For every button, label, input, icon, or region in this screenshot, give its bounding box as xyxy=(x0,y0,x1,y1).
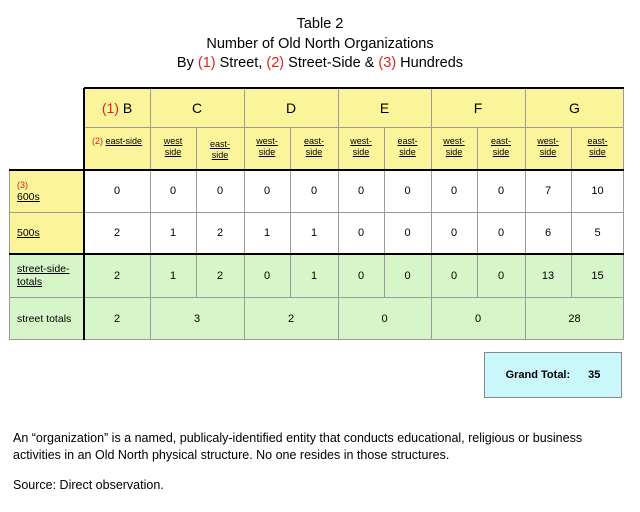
street-total-b: 2 xyxy=(113,312,121,325)
table-cell: 0 xyxy=(404,227,411,239)
table-cell: 0 xyxy=(450,227,458,239)
side-header-d-east: east-side xyxy=(303,136,324,157)
table-cell: 0 xyxy=(310,185,318,197)
street-header-f: F xyxy=(473,99,483,116)
street-total-d: 2 xyxy=(287,312,295,325)
street-header-c: C xyxy=(191,99,203,116)
street-total-f: 0 xyxy=(474,312,482,325)
table-cell: 0 xyxy=(357,185,365,197)
row-label-street-totals: street totals xyxy=(17,313,72,325)
side-header-f-west: west-side xyxy=(443,136,465,157)
table-cell: 5 xyxy=(594,227,601,239)
street-total-c: 3 xyxy=(193,312,201,325)
table-cell: 10 xyxy=(591,185,604,197)
table-cell: 13 xyxy=(541,269,555,282)
table-cell: 1 xyxy=(310,269,318,282)
table-cell: 0 xyxy=(263,269,271,282)
table-cell: 1 xyxy=(169,227,177,239)
side-header-g-west: west-side xyxy=(537,136,559,157)
table-cell: 0 xyxy=(113,185,121,197)
table-subtitle: By (1) Street, (2) Street-Side & (3) Hundreds xyxy=(176,55,464,71)
table-cell: 1 xyxy=(169,269,177,282)
table-cell: 2 xyxy=(113,269,121,282)
table-cell: 0 xyxy=(497,185,505,197)
table-title: Number of Old North Organizations xyxy=(206,36,434,52)
side-header-c-west: west side xyxy=(163,136,183,157)
street-total-g: 28 xyxy=(568,312,581,325)
table-number: Table 2 xyxy=(296,16,344,32)
street-header-b: (1) B xyxy=(101,99,133,116)
side-header-f-east: east-side xyxy=(490,136,511,157)
definition-note: An “organization” is a named, publicaly-identified entity that conducts educational, religious or business activities in an Old North physical structure. No one resides in those structures. xyxy=(13,431,583,462)
table-cell: 15 xyxy=(591,269,604,282)
table-cell: 0 xyxy=(404,185,411,197)
table-cell: 7 xyxy=(544,185,552,197)
table-cell: 2 xyxy=(216,227,224,239)
table-cell: 0 xyxy=(497,269,505,282)
side-header-b-east: (2) east-side xyxy=(91,136,143,146)
row-label-600s: (3) 600s xyxy=(17,180,40,203)
source-note: Source: Direct observation. xyxy=(13,478,164,492)
table-cell: 0 xyxy=(169,185,177,197)
table-cell: 0 xyxy=(357,227,365,239)
table-cell: 0 xyxy=(497,227,505,239)
table-cell: 0 xyxy=(357,269,365,282)
table-cell: 0 xyxy=(450,269,458,282)
side-header-e-west: west-side xyxy=(350,136,372,157)
row-label-street-side-totals: street-side-totals xyxy=(17,262,70,288)
side-header-d-west: west-side xyxy=(256,136,278,157)
table-cell: 6 xyxy=(544,227,552,239)
grand-total-value: 35 xyxy=(588,369,601,381)
street-header-e: E xyxy=(379,99,390,116)
street-header-g: G xyxy=(569,99,580,116)
grand-total-label: Grand Total: xyxy=(505,369,571,381)
table-cell: 1 xyxy=(310,227,318,239)
row-label-500s: 500s xyxy=(17,227,40,239)
table-cell: 0 xyxy=(263,185,271,197)
side-header-c-east: east-side xyxy=(209,139,230,160)
table-cell: 0 xyxy=(404,269,411,282)
table-cell: 0 xyxy=(450,185,458,197)
table-cell: 2 xyxy=(113,227,121,239)
side-header-e-east: east-side xyxy=(397,136,418,157)
side-header-g-east: east-side xyxy=(587,136,608,157)
street-header-d: D xyxy=(285,99,297,116)
table-cell: 0 xyxy=(216,185,224,197)
grand-total-box xyxy=(484,352,622,398)
street-total-e: 0 xyxy=(381,312,388,325)
table-cell: 1 xyxy=(263,227,271,239)
table-cell: 2 xyxy=(216,269,224,282)
